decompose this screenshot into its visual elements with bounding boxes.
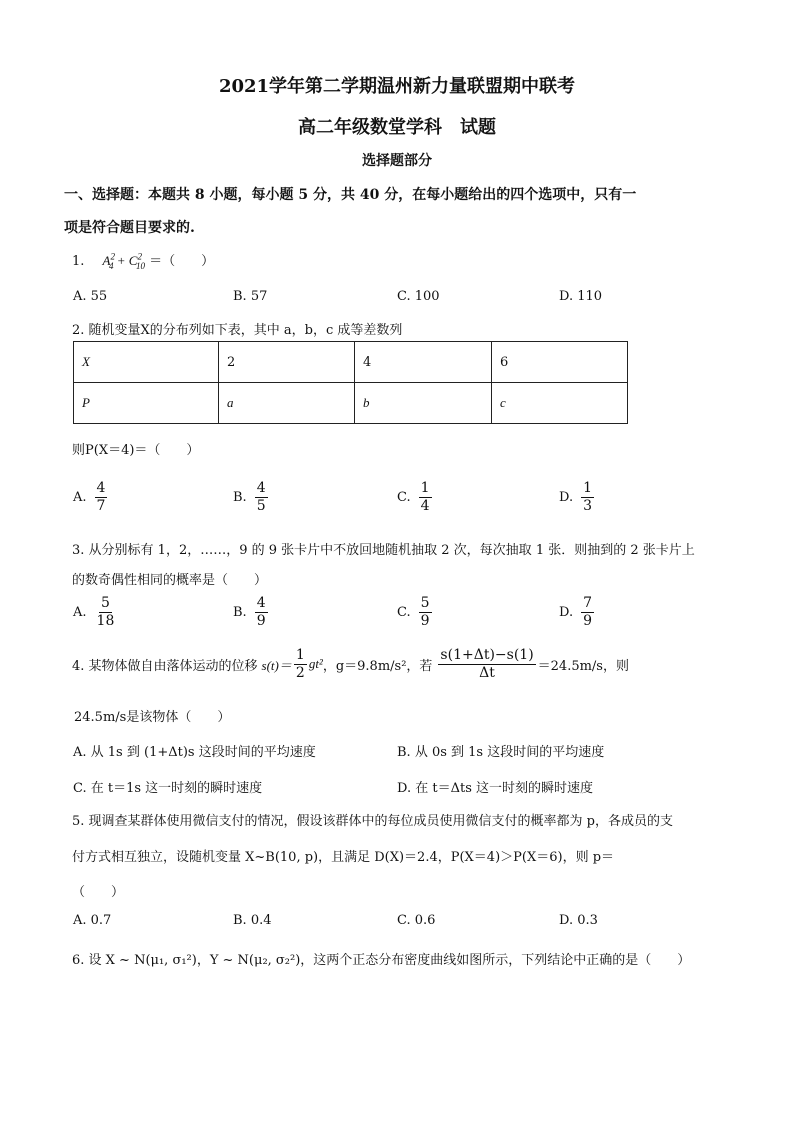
- numerator: 4: [256, 480, 266, 496]
- section-heading: 选择题部分: [362, 153, 432, 169]
- fraction: [95, 481, 108, 513]
- q1-option-c[interactable]: C. 100: [397, 289, 440, 304]
- denominator: 9: [420, 612, 430, 629]
- fraction: [581, 596, 594, 628]
- numerator: 1: [420, 480, 430, 496]
- numerator: 5: [100, 595, 110, 611]
- option-label: A.: [73, 489, 87, 505]
- q4-text: 4. 某物体做自由落体运动的位移: [72, 658, 258, 674]
- table-cell: X: [74, 342, 219, 383]
- fraction: [255, 481, 268, 513]
- table-row: [74, 383, 628, 424]
- exam-title: 2021学年第二学期温州新力量联盟期中联考: [218, 76, 576, 97]
- option-label: B.: [233, 604, 247, 620]
- option-label: B.: [233, 489, 247, 505]
- table-cell: c: [492, 383, 628, 424]
- fraction: [255, 596, 268, 628]
- option-label: D.: [559, 604, 574, 620]
- fraction: [294, 648, 307, 680]
- numerator: 1: [295, 647, 305, 663]
- q1-option-d[interactable]: D. 110: [559, 289, 603, 304]
- question-1: [72, 250, 214, 271]
- table-cell: 4: [355, 342, 492, 383]
- distribution-table: [73, 341, 628, 424]
- numerator: 5: [420, 595, 430, 611]
- numerator: s(1+Δt)−s(1): [440, 647, 534, 663]
- q3-stem-line2: 的数奇偶性相同的概率是（ ）: [72, 573, 268, 588]
- q5-option-a[interactable]: A. 0.7: [73, 913, 112, 928]
- q1-expression: $A^2_4 + C^2_{10}$: [102, 251, 145, 271]
- exam-subtitle: 高二年级数堂学科 试题: [298, 117, 496, 138]
- option-label: C.: [397, 489, 411, 505]
- option-label: D.: [559, 489, 574, 505]
- q5-stem-line2: 付方式相互独立，设随机变量 X~B(10, p)，且满足 D(X)＝2.4，P(X＝4)＞P(X＝6)，则 p＝: [72, 850, 615, 865]
- q2-ask: 则P(X＝4)＝（ ）: [72, 443, 200, 458]
- denominator: 7: [96, 497, 106, 514]
- fraction: [95, 596, 117, 628]
- option-label: A.: [73, 604, 87, 620]
- fraction: [419, 596, 432, 628]
- q4-gt2: gt²: [308, 656, 323, 672]
- q2-stem: 2. 随机变量X的分布列如下表，其中 a，b，c 成等差数列: [72, 323, 403, 338]
- denominator: 9: [583, 612, 593, 629]
- q2-option-b[interactable]: [233, 481, 270, 513]
- q3-option-c[interactable]: [397, 596, 434, 628]
- table-cell: P: [74, 383, 219, 424]
- numerator: 1: [583, 480, 593, 496]
- q1-option-a[interactable]: A. 55: [73, 289, 108, 304]
- q4-option-d[interactable]: D. 在 t＝Δts 这一时刻的瞬时速度: [397, 781, 593, 796]
- q5-option-c[interactable]: C. 0.6: [397, 913, 436, 928]
- fraction: [581, 481, 594, 513]
- table-row: [74, 342, 628, 383]
- q4-option-b[interactable]: B. 从 0s 到 1s 这段时间的平均速度: [397, 745, 605, 760]
- option-label: C.: [397, 604, 411, 620]
- q4-option-a[interactable]: A. 从 1s 到 (1+Δt)s 这段时间的平均速度: [73, 745, 316, 760]
- q4-stem-line1: [72, 648, 629, 680]
- numerator: 7: [583, 595, 593, 611]
- q1-tail: ＝（ ）: [149, 254, 215, 269]
- q5-stem-line3: （ ）: [72, 885, 125, 900]
- q2-option-d[interactable]: [559, 481, 596, 513]
- q3-option-d[interactable]: [559, 596, 596, 628]
- q3-option-b[interactable]: [233, 596, 270, 628]
- q4-s-of-t: s(t)＝: [261, 657, 292, 673]
- numerator: 4: [96, 480, 106, 496]
- fraction: [419, 481, 432, 513]
- denominator: 18: [96, 612, 115, 629]
- q5-option-d[interactable]: D. 0.3: [559, 913, 598, 928]
- q5-stem-line1: 5. 现调查某群体使用微信支付的情况，假设该群体中的每位成员使用微信支付的概率都为 p，各成员的支: [72, 814, 673, 829]
- part1-instructions-line1: 一、选择题：本题共 8 小题，每小题 5 分，共 40 分，在每小题给出的四个选项中，只有一: [64, 187, 637, 203]
- q2-option-c[interactable]: [397, 481, 434, 513]
- q1-option-b[interactable]: B. 57: [233, 289, 268, 304]
- denominator: 5: [256, 497, 266, 514]
- q4-stem-line2: 24.5m/s是该物体（ ）: [74, 710, 231, 725]
- q3-option-a[interactable]: [73, 596, 118, 628]
- denominator: 2: [295, 664, 305, 681]
- table-cell: 2: [219, 342, 355, 383]
- fraction: [438, 648, 535, 680]
- q4-equals-value: ＝24.5m/s，则: [537, 658, 629, 674]
- table-cell: a: [219, 383, 355, 424]
- q2-option-a[interactable]: [73, 481, 109, 513]
- denominator: 3: [583, 497, 593, 514]
- q1-number: 1.: [72, 254, 85, 269]
- denominator: 9: [256, 612, 266, 629]
- q4-option-c[interactable]: C. 在 t＝1s 这一时刻的瞬时速度: [73, 781, 263, 796]
- q5-option-b[interactable]: B. 0.4: [233, 913, 272, 928]
- denominator: Δt: [479, 664, 495, 681]
- table-cell: b: [355, 383, 492, 424]
- q4-g-value: ，g＝9.8m/s²，若: [322, 658, 433, 674]
- q6-stem-line1: 6. 设 X ~ N(μ₁, σ₁²)，Y ~ N(μ₂, σ₂²)，这两个正态分布密度曲线如图所示，下列结论中正确的是（ ）: [72, 953, 691, 968]
- denominator: 4: [420, 497, 430, 514]
- q3-stem-line1: 3. 从分别标有 1，2，……，9 的 9 张卡片中不放回地随机抽取 2 次，每次抽取 1 张．则抽到的 2 张卡片上: [72, 543, 695, 558]
- part1-instructions-line2: 项是符合题目要求的.: [64, 220, 195, 236]
- table-cell: 6: [492, 342, 628, 383]
- numerator: 4: [256, 595, 266, 611]
